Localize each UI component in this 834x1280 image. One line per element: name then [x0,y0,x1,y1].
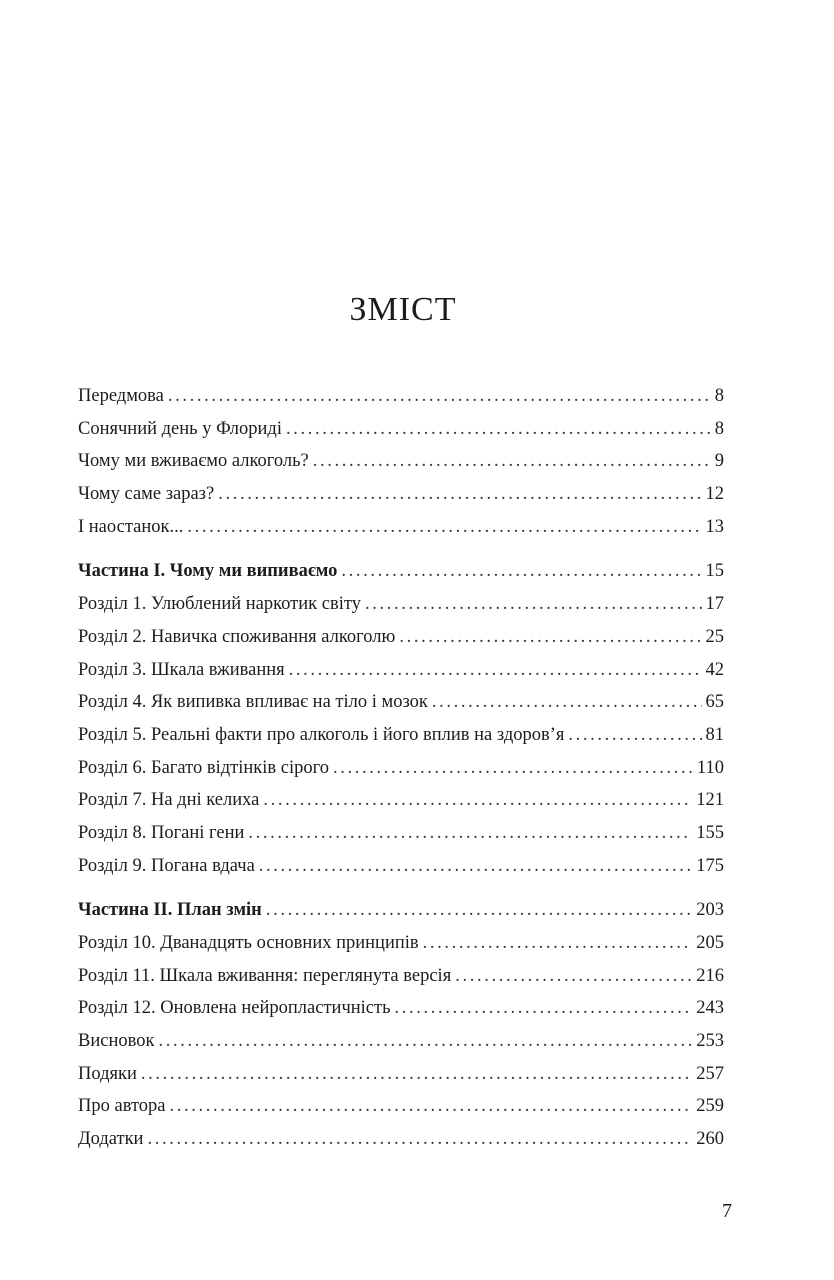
toc-leader-dots [170,1090,693,1123]
toc-entry[interactable] [78,784,724,817]
toc-entry[interactable] [78,686,724,719]
toc-leader-dots [399,621,701,654]
toc-group-part-1 [78,555,724,882]
toc-leader-dots [395,992,693,1025]
toc-leader-dots [218,478,701,511]
toc-entry-page: 9 [714,451,724,472]
toc-leader-dots [341,555,701,588]
toc-entry[interactable] [78,654,724,687]
toc-entry-title: Розділ 4. Як випивка впливає на тіло і мозок [78,692,428,713]
toc-leader-dots [289,654,702,687]
toc-entry[interactable] [78,1123,724,1156]
toc-leader-dots [259,850,692,883]
toc-entry-page: 253 [696,1031,724,1052]
toc-entry[interactable] [78,511,724,544]
toc-entry-page: 155 [696,822,724,843]
toc-entry-page: 259 [696,1096,724,1117]
toc-entry-page: 175 [696,855,724,876]
toc-entry-title: Розділ 1. Улюблений наркотик світу [78,594,361,615]
toc-entry-title: Розділ 12. Оновлена нейропластичність [78,998,391,1019]
toc-entry-title: Розділ 2. Навичка споживання алкоголю [78,626,396,647]
toc-entry-page: 42 [705,659,724,680]
toc-entry-page: 216 [696,965,724,986]
toc-entry-page: 12 [705,484,724,505]
toc-group-intro [78,380,724,543]
toc-entry-page: 65 [705,692,724,713]
page-number: 7 [722,1200,732,1222]
toc-leader-dots [423,927,693,960]
toc-entry[interactable] [78,1090,724,1123]
toc-entry-page: 13 [705,516,724,537]
toc-entry-page: 81 [705,724,724,745]
toc-entry[interactable] [78,478,724,511]
toc-entry-title: Чому саме зараз? [78,484,215,505]
toc-group-part-2 [78,894,724,1156]
toc-entry[interactable] [78,719,724,752]
toc-entry-title: Висновок [78,1031,155,1052]
toc-leader-dots [141,1058,692,1091]
toc-entry-page: 203 [696,900,724,921]
toc-leader-dots [432,686,702,719]
toc-entry[interactable] [78,1025,724,1058]
toc-entry-page: 205 [696,933,724,953]
toc-entry-title: І наостанок... [78,516,184,537]
toc-entry-page: 260 [696,1129,724,1150]
toc-entry-page: 8 [714,418,724,439]
toc-entry-page: 243 [696,998,724,1019]
toc-entry[interactable] [78,621,724,654]
toc-entry-page: 17 [705,594,724,615]
toc-entry-title: Розділ 5. Реальні факти про алкоголь і його вплив на здоров’я [78,724,565,745]
toc-leader-dots [455,960,692,993]
toc-entry[interactable] [78,445,724,478]
toc-leader-dots [286,413,711,446]
toc-entry-title: Передмова [78,386,164,406]
toc-entry-page: 110 [696,757,724,778]
toc-entry-title: Розділ 11. Шкала вживання: переглянута версія [78,965,452,986]
toc-leader-dots [158,1025,692,1058]
toc-entry-page: 8 [714,386,724,406]
toc-part-heading[interactable] [78,894,724,927]
toc-entry-page: 25 [705,626,724,647]
toc-leader-dots [313,445,711,478]
toc-leader-dots [568,719,701,752]
toc-leader-dots [333,752,693,785]
toc-entry[interactable] [78,850,724,883]
toc-entry-title: Додатки [78,1129,144,1150]
toc-entry-title: Розділ 8. Погані гени [78,822,245,843]
toc-entry-title: Розділ 7. На дні келиха [78,790,260,811]
toc-entry-title: Розділ 6. Багато відтінків сірого [78,757,329,778]
page-title: ЗМІСТ [349,290,457,328]
toc-leader-dots [263,784,692,817]
toc-entry[interactable] [78,588,724,621]
toc-leader-dots [248,817,692,850]
toc-entry[interactable] [78,752,724,785]
toc-leader-dots [187,511,701,544]
toc-entry-title: Сонячний день у Флориді [78,418,282,439]
toc-part-heading[interactable] [78,555,724,588]
table-of-contents [78,380,724,1156]
toc-entry-title: Чому ми вживаємо алкоголь? [78,451,309,472]
toc-entry[interactable] [78,992,724,1025]
toc-entry-page: 257 [696,1063,724,1084]
toc-entry-title: Подяки [78,1063,137,1084]
toc-entry-title: Частина ІІ. План змін [78,900,262,921]
toc-entry-title: Розділ 9. Погана вдача [78,855,255,876]
toc-entry-title: Частина І. Чому ми випиваємо [78,561,338,582]
toc-entry[interactable] [78,413,724,446]
toc-entry[interactable] [78,960,724,993]
toc-entry[interactable] [78,927,724,960]
toc-leader-dots [147,1123,692,1156]
toc-entry-page: 15 [705,561,724,582]
toc-entry-title: Про автора [78,1096,166,1117]
toc-leader-dots [266,894,692,927]
toc-leader-dots [168,380,711,413]
toc-entry[interactable] [78,1058,724,1091]
toc-entry-title: Розділ 10. Дванадцять основних принципів [78,933,419,953]
toc-leader-dots [365,588,702,621]
toc-entry[interactable] [78,380,724,413]
toc-entry-page: 121 [696,790,724,811]
toc-entry-title: Розділ 3. Шкала вживання [78,659,285,680]
toc-entry[interactable] [78,817,724,850]
